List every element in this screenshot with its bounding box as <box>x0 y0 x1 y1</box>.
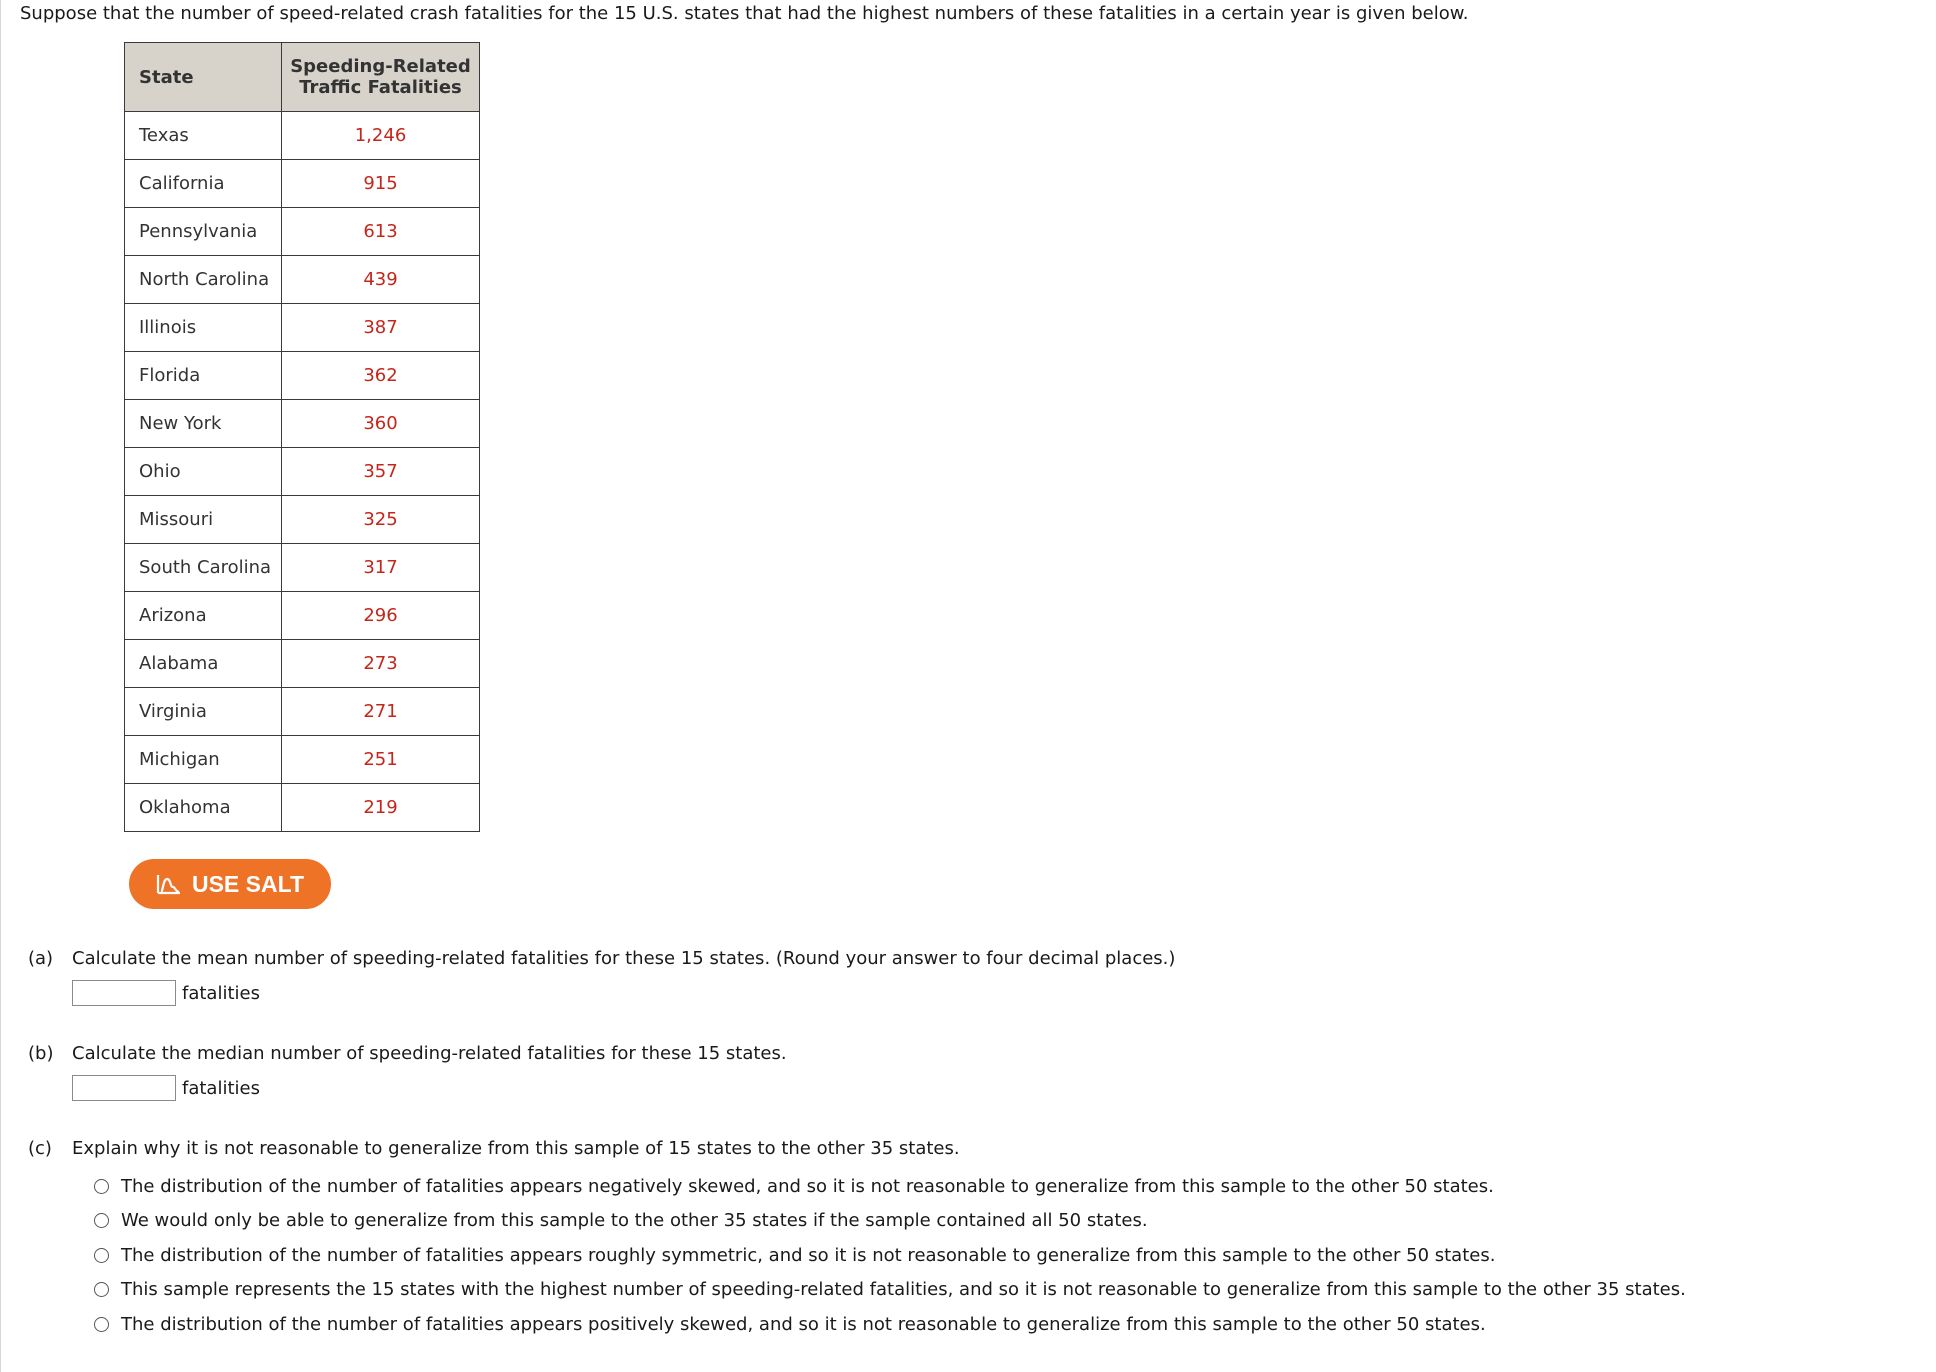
table-row <box>125 592 480 640</box>
fatalities-cell: 362 <box>282 352 480 400</box>
fatalities-cell: 357 <box>282 448 480 496</box>
question-b-tag: (b) <box>28 1043 54 1064</box>
table-row <box>125 544 480 592</box>
question-a-text: Calculate the mean number of speeding-related fatalities for these 15 states. (Round your answer to four decimal places.) <box>72 948 1176 969</box>
fatalities-cell: 296 <box>282 592 480 640</box>
fatalities-header-line2: Traffic Fatalities <box>299 77 462 98</box>
fatalities-cell: 1,246 <box>282 112 480 160</box>
state-cell: Oklahoma <box>125 784 282 832</box>
fatalities-cell: 219 <box>282 784 480 832</box>
table-row <box>125 448 480 496</box>
state-cell: California <box>125 160 282 208</box>
question-c-tag: (c) <box>28 1138 52 1159</box>
mean-answer-input[interactable] <box>72 980 176 1006</box>
fatalities-cell: 360 <box>282 400 480 448</box>
fatalities-cell: 613 <box>282 208 480 256</box>
option-roughly-symmetric[interactable] <box>94 1238 1686 1273</box>
state-cell: Pennsylvania <box>125 208 282 256</box>
fatalities-cell: 439 <box>282 256 480 304</box>
option-label: The distribution of the number of fatalities appears negatively skewed, and so it is not reasonable to generalize from this sample to the other 50 states. <box>121 1175 1494 1197</box>
option-label: The distribution of the number of fatalities appears roughly symmetric, and so it is not reasonable to generalize from this sample to the other 50 states. <box>121 1244 1496 1266</box>
table-row <box>125 688 480 736</box>
radio-button[interactable] <box>94 1213 109 1228</box>
table-row <box>125 160 480 208</box>
option-label: This sample represents the 15 states with the highest number of speeding-related fatalities, and so it is not reasonable to generalize from this sample to the other 35 states. <box>121 1279 1686 1301</box>
question-a <box>28 948 1175 970</box>
left-border-line <box>0 0 1 1372</box>
state-cell: Arizona <box>125 592 282 640</box>
state-cell: Florida <box>125 352 282 400</box>
use-salt-label: USE SALT <box>191 870 305 897</box>
salt-chart-icon <box>156 873 182 895</box>
question-b <box>28 1043 787 1065</box>
fatalities-cell: 325 <box>282 496 480 544</box>
table-row <box>125 784 480 832</box>
fatalities-cell: 273 <box>282 640 480 688</box>
fatalities-cell: 317 <box>282 544 480 592</box>
option-positively-skewed[interactable] <box>94 1307 1686 1342</box>
table-row <box>125 256 480 304</box>
state-cell: Illinois <box>125 304 282 352</box>
table-row <box>125 400 480 448</box>
state-cell: New York <box>125 400 282 448</box>
state-cell: Virginia <box>125 688 282 736</box>
answer-a-unit: fatalities <box>182 982 260 1004</box>
question-b-text: Calculate the median number of speeding-related fatalities for these 15 states. <box>72 1043 787 1064</box>
question-c-text: Explain why it is not reasonable to generalize from this sample of 15 states to the other 35 states. <box>72 1138 960 1159</box>
table-row <box>125 640 480 688</box>
fatalities-cell: 251 <box>282 736 480 784</box>
option-highest-15-states[interactable] <box>94 1273 1686 1308</box>
table-row <box>125 112 480 160</box>
answer-b-row <box>72 1075 260 1101</box>
state-cell: North Carolina <box>125 256 282 304</box>
fatalities-cell: 915 <box>282 160 480 208</box>
fatalities-cell: 271 <box>282 688 480 736</box>
answer-a-row <box>72 980 260 1006</box>
fatalities-cell: 387 <box>282 304 480 352</box>
radio-button[interactable] <box>94 1179 109 1194</box>
state-cell: South Carolina <box>125 544 282 592</box>
table-row <box>125 304 480 352</box>
table-row <box>125 208 480 256</box>
table-row <box>125 736 480 784</box>
radio-button[interactable] <box>94 1282 109 1297</box>
fatalities-header-line1: Speeding-Related <box>290 56 471 77</box>
state-cell: Ohio <box>125 448 282 496</box>
fatalities-column-header <box>282 43 480 112</box>
question-c <box>28 1138 960 1160</box>
state-cell: Michigan <box>125 736 282 784</box>
state-cell: Alabama <box>125 640 282 688</box>
option-negatively-skewed[interactable] <box>94 1169 1686 1204</box>
use-salt-button[interactable] <box>129 859 331 909</box>
answer-b-unit: fatalities <box>182 1077 260 1099</box>
table-row <box>125 352 480 400</box>
question-c-options <box>94 1169 1686 1342</box>
state-cell: Missouri <box>125 496 282 544</box>
table-header-row <box>125 43 480 112</box>
radio-button[interactable] <box>94 1248 109 1263</box>
question-a-tag: (a) <box>28 948 54 969</box>
median-answer-input[interactable] <box>72 1075 176 1101</box>
option-label: The distribution of the number of fatalities appears positively skewed, and so it is not reasonable to generalize from this sample to the other 50 states. <box>121 1313 1486 1335</box>
option-sample-all-50[interactable] <box>94 1204 1686 1239</box>
radio-button[interactable] <box>94 1317 109 1332</box>
fatalities-table <box>124 42 480 832</box>
table-row <box>125 496 480 544</box>
intro-text: Suppose that the number of speed-related crash fatalities for the 15 U.S. states that had the highest numbers of these fatalities in a certain year is given below. <box>20 3 1469 24</box>
state-cell: Texas <box>125 112 282 160</box>
option-label: We would only be able to generalize from this sample to the other 35 states if the sample contained all 50 states. <box>121 1210 1148 1232</box>
state-column-header: State <box>125 43 282 112</box>
